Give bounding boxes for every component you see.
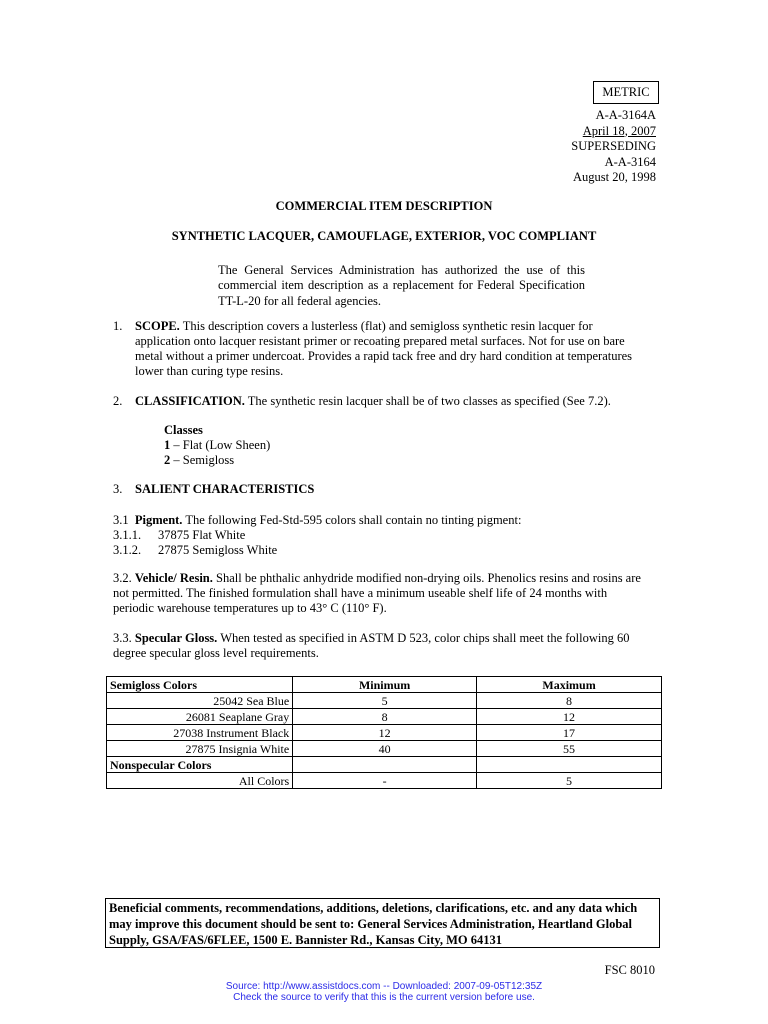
scope-text: application onto lacquer resistant primer or recoating prepared metal surfaces. Not for use on bare [135, 334, 625, 348]
pigment-heading: Pigment. [134, 513, 183, 527]
specular-section [113, 631, 658, 661]
specular-heading: Specular Gloss. [134, 631, 218, 645]
scope-section [135, 319, 655, 379]
table-row [107, 693, 662, 709]
table-cell: 27038 Instrument Black [107, 725, 293, 741]
scope-text: metal without a primer undercoat. Provides a rapid tack free and dry hard condition at temperatures [135, 349, 633, 363]
classes-heading: Classes [164, 423, 203, 437]
scope-number: 1. [113, 319, 123, 333]
table-cell [293, 757, 477, 773]
item-title: SYNTHETIC LACQUER, CAMOUFLAGE, EXTERIOR, VOC COMPLIANT [171, 229, 597, 243]
scope-text: This description covers a lusterless (flat) and semigloss synthetic resin lacquer for [182, 319, 593, 333]
table-cell: 12 [293, 725, 477, 741]
class-number: 2 [164, 453, 171, 467]
fsc-code: FSC 8010 [604, 963, 655, 977]
pigment-item-text: 27875 Semigloss White [158, 543, 278, 557]
table-cell [477, 757, 662, 773]
comments-box [105, 898, 660, 948]
intro-line: commercial item description as a replacement for Federal Specification [218, 278, 585, 293]
classification-heading: CLASSIFICATION. [135, 394, 245, 408]
table-row [107, 757, 662, 773]
table-row [107, 773, 662, 789]
salient-heading [135, 482, 655, 497]
salient-heading-text: SALIENT CHARACTERISTICS [135, 482, 315, 496]
nonspecular-heading: Nonspecular Colors [107, 757, 293, 773]
document-type-title: COMMERCIAL ITEM DESCRIPTION [275, 199, 493, 213]
table-row [107, 741, 662, 757]
pigment-number: 3.1 [113, 513, 129, 527]
source-footer [0, 981, 768, 1003]
vehicle-number: 3.2. [113, 571, 132, 585]
scope-text: lower than curing type resins. [135, 364, 284, 378]
column-header: Minimum [293, 677, 477, 693]
pigment-item-number: 3.1.1. [113, 528, 142, 542]
specular-text: When tested as specified in ASTM D 523, color chips shall meet the following 60 [220, 631, 630, 645]
table-cell: 25042 Sea Blue [107, 693, 293, 709]
table-cell: 26081 Seaplane Gray [107, 709, 293, 725]
vehicle-text: not permitted. The finished formulation shall have a minimum useable shelf life of 24 months with [113, 586, 608, 600]
comments-line: may improve this document should be sent to: General Services Administration, Heartland Global [109, 917, 633, 931]
class-text: – Flat (Low Sheen) [173, 438, 271, 452]
superseded-number: A-A-3164 [604, 154, 656, 169]
pigment-text: The following Fed-Std-595 colors shall contain no tinting pigment: [185, 513, 522, 527]
intro-line: The General Services Administration has authorized the use of this [218, 263, 585, 277]
salient-number: 3. [113, 482, 123, 496]
classes-list [164, 423, 270, 468]
classification-section [135, 394, 655, 409]
comments-line: Supply, GSA/FAS/6FLEE, 1500 E. Bannister Rd., Kansas City, MO 64131 [109, 933, 503, 947]
pigment-item-number: 3.1.2. [113, 543, 142, 557]
table-cell: - [293, 773, 477, 789]
table-row [107, 709, 662, 725]
document-id-block [571, 108, 656, 186]
table-cell: 5 [477, 773, 662, 789]
table-cell: 5 [293, 693, 477, 709]
pigment-section [113, 513, 653, 558]
vehicle-section [113, 571, 658, 616]
table-row [107, 725, 662, 741]
superseding-label: SUPERSEDING [571, 139, 656, 153]
column-header: Semigloss Colors [107, 677, 293, 693]
source-line[interactable]: Source: http://www.assistdocs.com -- Downloaded: 2007-09-05T12:35Z [225, 981, 543, 992]
document-date: April 18, 2007 [582, 123, 656, 138]
superseded-date: August 20, 1998 [573, 170, 656, 184]
classification-text: The synthetic resin lacquer shall be of two classes as specified (See 7.2). [247, 394, 611, 408]
table-cell: 55 [477, 741, 662, 757]
table-cell: 27875 Insignia White [107, 741, 293, 757]
specular-text: degree specular gloss level requirements. [113, 646, 319, 660]
class-text: – Semigloss [173, 453, 235, 467]
table-cell: 40 [293, 741, 477, 757]
vehicle-text: periodic warehouse temperatures up to 43° C (110° F). [113, 601, 387, 615]
table-header-row [107, 677, 662, 693]
specular-number: 3.3. [113, 631, 132, 645]
metric-box: METRIC [593, 81, 659, 104]
vehicle-text: Shall be phthalic anhydride modified non-drying oils. Phenolics resins and rosins are [216, 571, 641, 585]
table-cell: All Colors [107, 773, 293, 789]
pigment-item-text: 37875 Flat White [158, 528, 246, 542]
table-cell: 8 [477, 693, 662, 709]
vehicle-heading: Vehicle/ Resin. [134, 571, 213, 585]
table-cell: 8 [293, 709, 477, 725]
scope-heading: SCOPE. [135, 319, 180, 333]
gloss-requirements-table [106, 676, 662, 789]
document-number: A-A-3164A [595, 108, 656, 122]
comments-line: Beneficial comments, recommendations, additions, deletions, clarifications, etc. and any data which [109, 901, 638, 915]
table-cell: 12 [477, 709, 662, 725]
class-number: 1 [164, 438, 171, 452]
table-cell: 17 [477, 725, 662, 741]
classification-number: 2. [113, 394, 123, 408]
intro-paragraph [218, 263, 585, 309]
intro-line: TT-L-20 for all federal agencies. [218, 293, 382, 308]
column-header: Maximum [477, 677, 662, 693]
source-note: Check the source to verify that this is the current version before use. [233, 992, 535, 1003]
